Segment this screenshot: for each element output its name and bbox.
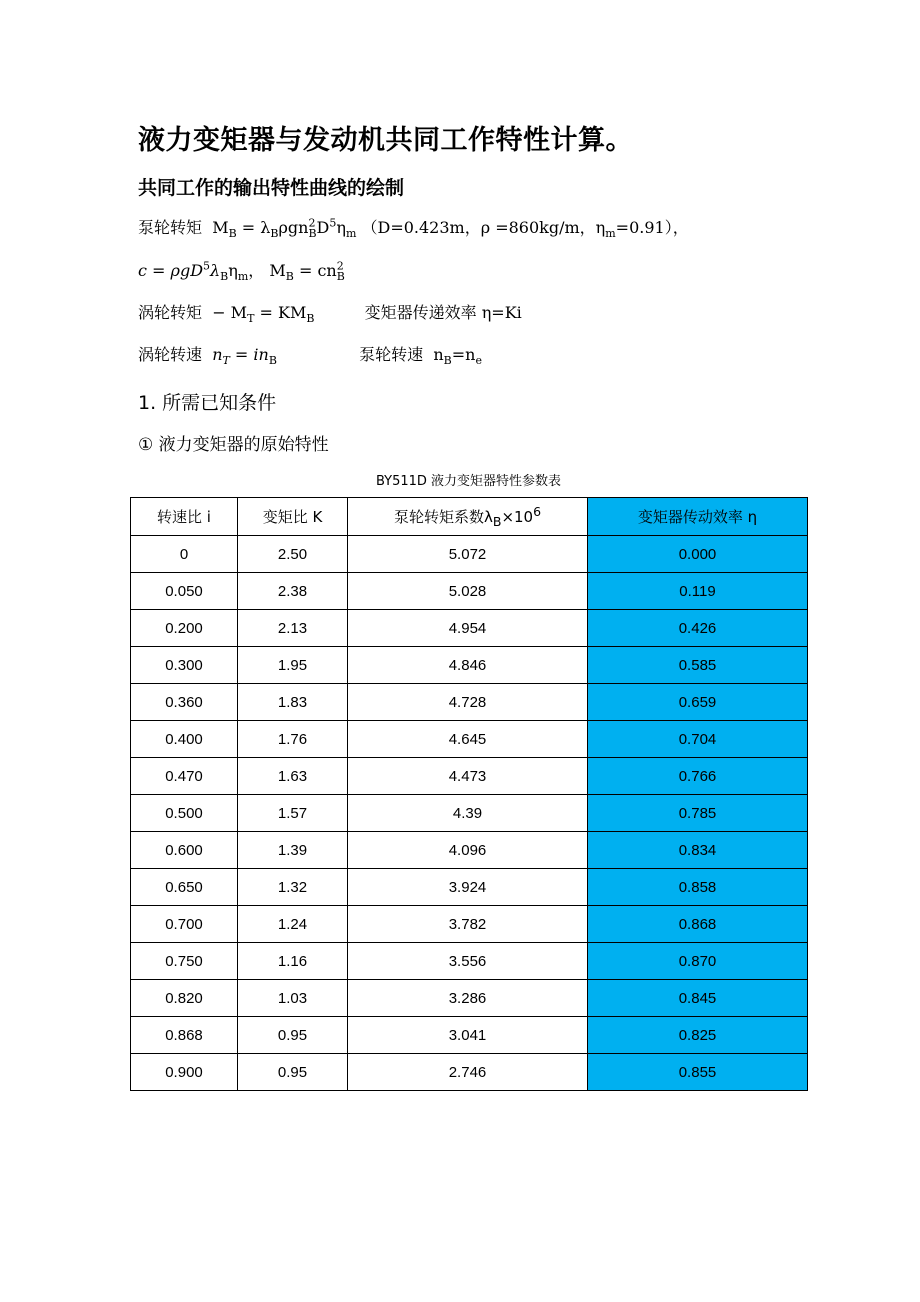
header-efficiency: 变矩器传动效率 η <box>588 498 808 536</box>
table-row <box>131 832 808 869</box>
cell-efficiency: 0.845 <box>588 980 808 1017</box>
cell-torque-ratio: 2.50 <box>238 536 348 573</box>
cell-torque-ratio: 1.32 <box>238 869 348 906</box>
speed-formula: 涡轮转速 $n_T = in_B$ 泵轮转速 $n_B=n_e$ <box>138 345 482 368</box>
cell-pump-torque-coefficient: 4.954 <box>348 610 588 647</box>
table-row <box>131 684 808 721</box>
section-heading-1: 1. 所需已知条件 <box>138 392 277 414</box>
cell-pump-torque-coefficient: 4.096 <box>348 832 588 869</box>
cell-pump-torque-coefficient: 5.072 <box>348 536 588 573</box>
cell-torque-ratio: 1.57 <box>238 795 348 832</box>
cell-speed-ratio: 0.600 <box>131 832 238 869</box>
table-row <box>131 610 808 647</box>
table-row <box>131 1054 808 1091</box>
cell-torque-ratio: 0.95 <box>238 1017 348 1054</box>
cell-efficiency: 0.766 <box>588 758 808 795</box>
cell-pump-torque-coefficient: 3.041 <box>348 1017 588 1054</box>
c-formula: $c = \rho gD^5\lambda_B\eta_m$， $M_B = cn^2_B$ <box>138 259 345 284</box>
cell-torque-ratio: 2.13 <box>238 610 348 647</box>
cell-speed-ratio: 0.700 <box>131 906 238 943</box>
cell-efficiency: 0.825 <box>588 1017 808 1054</box>
cell-pump-torque-coefficient: 3.924 <box>348 869 588 906</box>
cell-torque-ratio: 1.39 <box>238 832 348 869</box>
table-row <box>131 1017 808 1054</box>
cell-speed-ratio: 0.900 <box>131 1054 238 1091</box>
cell-pump-torque-coefficient: 4.39 <box>348 795 588 832</box>
cell-torque-ratio: 1.03 <box>238 980 348 1017</box>
table-caption: BY511D 液力变矩器特性参数表 <box>375 474 562 489</box>
section-heading-1-1: ① 液力变矩器的原始特性 <box>138 435 329 455</box>
table-header-row <box>131 498 808 536</box>
cell-torque-ratio: 1.83 <box>238 684 348 721</box>
table-row <box>131 536 808 573</box>
cell-pump-torque-coefficient: 4.846 <box>348 647 588 684</box>
turbine-torque-formula: 涡轮转矩 − $M_T = KM_B$ 变矩器传递效率 η=Ki <box>138 303 522 326</box>
cell-efficiency: 0.585 <box>588 647 808 684</box>
table-row <box>131 647 808 684</box>
cell-speed-ratio: 0.300 <box>131 647 238 684</box>
cell-efficiency: 0.119 <box>588 573 808 610</box>
header-torque-ratio: 变矩比 K <box>238 498 348 536</box>
header-speed-ratio: 转速比 i <box>131 498 238 536</box>
cell-pump-torque-coefficient: 2.746 <box>348 1054 588 1091</box>
efficiency-label: 变矩器传递效率 <box>364 303 477 322</box>
characteristics-table <box>130 497 808 1091</box>
table-row <box>131 943 808 980</box>
cell-speed-ratio: 0.820 <box>131 980 238 1017</box>
section-subtitle: 共同工作的输出特性曲线的绘制 <box>138 177 405 199</box>
cell-pump-torque-coefficient: 5.028 <box>348 573 588 610</box>
table-row <box>131 869 808 906</box>
cell-efficiency: 0.426 <box>588 610 808 647</box>
document-title: 液力变矩器与发动机共同工作特性计算。 <box>138 125 633 156</box>
cell-efficiency: 0.834 <box>588 832 808 869</box>
table-row <box>131 906 808 943</box>
cell-speed-ratio: 0.500 <box>131 795 238 832</box>
cell-efficiency: 0.704 <box>588 721 808 758</box>
cell-pump-torque-coefficient: 3.782 <box>348 906 588 943</box>
cell-torque-ratio: 1.95 <box>238 647 348 684</box>
cell-pump-torque-coefficient: 4.473 <box>348 758 588 795</box>
cell-pump-torque-coefficient: 4.728 <box>348 684 588 721</box>
cell-pump-torque-coefficient: 4.645 <box>348 721 588 758</box>
cell-speed-ratio: 0.360 <box>131 684 238 721</box>
pump-torque-formula: 泵轮转矩 $M_B = \lambda_B\rho gn^2_BD^5\eta_m$ （D=0.423m，ρ =860kg/m，$\eta_m=0.91$）， <box>138 216 689 241</box>
cell-speed-ratio: 0.400 <box>131 721 238 758</box>
pump-torque-params: （D=0.423m，ρ =860kg/m，η <box>361 218 606 237</box>
cell-speed-ratio: 0 <box>131 536 238 573</box>
cell-torque-ratio: 1.63 <box>238 758 348 795</box>
cell-efficiency: 0.868 <box>588 906 808 943</box>
cell-torque-ratio: 1.76 <box>238 721 348 758</box>
cell-efficiency: 0.000 <box>588 536 808 573</box>
table-row <box>131 573 808 610</box>
cell-torque-ratio: 1.24 <box>238 906 348 943</box>
table-row <box>131 721 808 758</box>
cell-speed-ratio: 0.750 <box>131 943 238 980</box>
table-row <box>131 758 808 795</box>
table-row <box>131 980 808 1017</box>
cell-efficiency: 0.855 <box>588 1054 808 1091</box>
cell-efficiency: 0.785 <box>588 795 808 832</box>
cell-efficiency: 0.659 <box>588 684 808 721</box>
cell-speed-ratio: 0.200 <box>131 610 238 647</box>
header-pump-torque-coefficient: 泵轮转矩系数$\lambda_B\times 10^6$ <box>348 498 588 536</box>
cell-torque-ratio: 2.38 <box>238 573 348 610</box>
cell-torque-ratio: 0.95 <box>238 1054 348 1091</box>
cell-speed-ratio: 0.650 <box>131 869 238 906</box>
efficiency-formula: η=Ki <box>481 303 522 322</box>
cell-torque-ratio: 1.16 <box>238 943 348 980</box>
cell-pump-torque-coefficient: 3.556 <box>348 943 588 980</box>
cell-speed-ratio: 0.470 <box>131 758 238 795</box>
cell-speed-ratio: 0.050 <box>131 573 238 610</box>
cell-pump-torque-coefficient: 3.286 <box>348 980 588 1017</box>
cell-efficiency: 0.858 <box>588 869 808 906</box>
cell-speed-ratio: 0.868 <box>131 1017 238 1054</box>
table-row <box>131 795 808 832</box>
cell-efficiency: 0.870 <box>588 943 808 980</box>
